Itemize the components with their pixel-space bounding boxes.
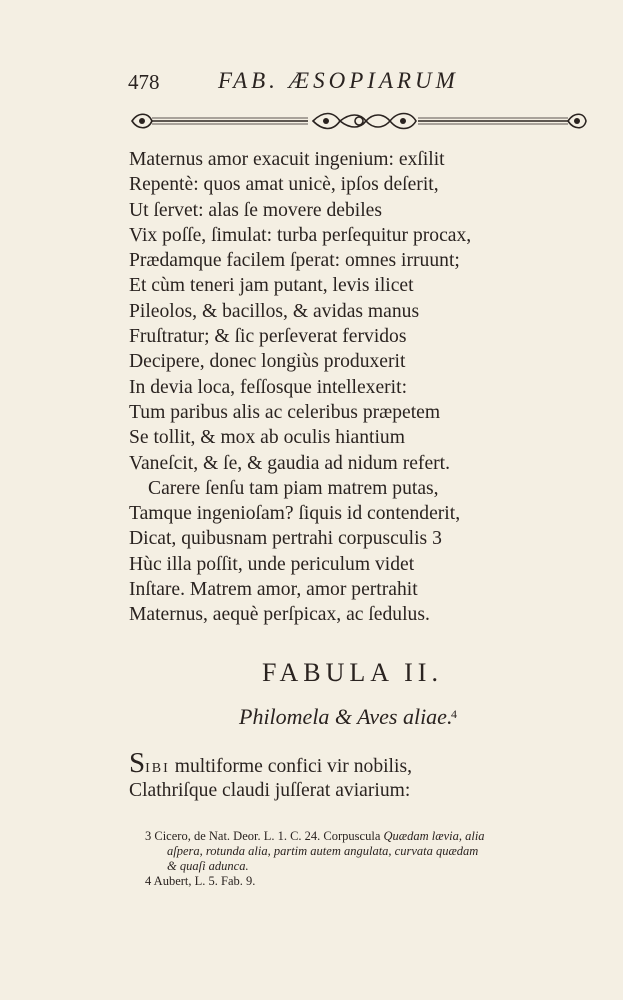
verse-line: Maternus, aequè perſpicax, ac ſedulus. bbox=[129, 604, 430, 626]
running-head: FAB. ÆSOPIARUM bbox=[218, 68, 459, 93]
fable-text bbox=[129, 747, 569, 804]
footnote-3-italic: Quædam lævia, alia bbox=[383, 829, 485, 843]
verse-line: Ut ſervet: alas ſe movere debiles bbox=[129, 199, 382, 221]
verse-line: Vix poſſe, ſimulat: turba perſequitur procax, bbox=[129, 224, 472, 246]
verse-line: Repentè: quos amat unicè, ipſos deſerit, bbox=[129, 174, 439, 196]
verse-line: Fruſtratur; & ſic perſeverat fervidos bbox=[129, 326, 407, 348]
footnote-3 bbox=[145, 829, 615, 844]
footnote-4: 4 Aubert, L. 5. Fab. 9. bbox=[145, 874, 256, 888]
verse-line: In devia loca, feſſosque intellexerit: bbox=[129, 376, 408, 398]
verse-line: Hùc illa poſſit, unde periculum videt bbox=[129, 553, 415, 575]
verse-line: Decipere, donec longiùs produxerit bbox=[129, 351, 406, 373]
fable-line bbox=[129, 747, 569, 779]
verse-line: Carere ſenſu tam piam matrem putas, bbox=[148, 477, 439, 499]
fable-title: FABULA II. bbox=[262, 658, 443, 687]
fable-line-text: multiforme confici vir nobilis, bbox=[169, 756, 412, 777]
page-number: 478 bbox=[128, 70, 160, 94]
ornamental-rule bbox=[128, 108, 590, 134]
verse-line: Inſtare. Matrem amor, amor pertrahit bbox=[129, 579, 418, 601]
verse-line: Et cùm teneri jam putant, levis ilicet bbox=[129, 275, 414, 297]
verse-line: Prædamque facilem ſperat: omnes irruunt; bbox=[129, 250, 460, 272]
footnotes bbox=[145, 829, 615, 889]
fable-subtitle: Philomela & Aves aliae. bbox=[239, 704, 453, 729]
drop-cap: S bbox=[129, 747, 146, 779]
verse-line: Maternus amor exacuit ingenium: exſilit bbox=[129, 149, 445, 170]
footnote-3-text: 3 Cicero, de Nat. Deor. L. 1. C. 24. Corpuscula bbox=[145, 829, 384, 843]
footnote-3-continued: & quaſi adunca. bbox=[167, 859, 249, 873]
fable-line: Clathriſque claudi juſſerat aviarium: bbox=[129, 780, 411, 801]
verse-line: Pileolos, & bacillos, & avidas manus bbox=[129, 300, 420, 322]
footnote-marker: 4 bbox=[451, 707, 457, 721]
verse-line: Tum paribus alis ac celeribus præpetem bbox=[129, 401, 441, 423]
verse-line: Se tollit, & mox ab oculis hiantium bbox=[129, 427, 405, 449]
footnote-3-continued: aſpera, rotunda alia, partim autem angulata, curvata quædam bbox=[167, 844, 479, 858]
verse-block bbox=[129, 147, 549, 628]
verse-line: Dicat, quibusnam pertrahi corpusculis 3 bbox=[129, 528, 442, 550]
verse-line: Tamque ingenioſam? ſiquis id contenderit, bbox=[129, 503, 461, 525]
small-caps-word: IBI bbox=[145, 761, 170, 776]
verse-line: Vaneſcit, & ſe, & gaudia ad nidum refert. bbox=[129, 452, 451, 474]
